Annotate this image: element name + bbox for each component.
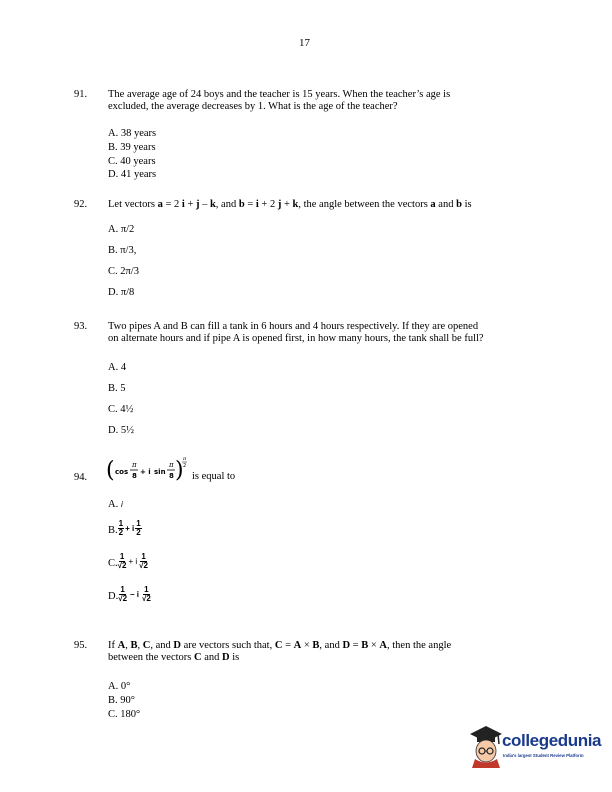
question-92-option-a: A. π/2 [108, 224, 135, 235]
q92-part: + 2 [258, 199, 278, 210]
vector-B: B [312, 640, 320, 651]
question-94-option-b [108, 520, 142, 537]
denominator: 2 [118, 528, 124, 537]
numerator: 1 [144, 585, 149, 594]
question-95-option-c: C. 180° [108, 709, 141, 720]
question-93-option-d: D. 5½ [108, 425, 134, 436]
question-95-option-a: A. 0° [108, 681, 131, 692]
denominator: √2 [139, 561, 148, 570]
q92-part: + [184, 199, 196, 210]
vector-A: A [117, 640, 126, 651]
numerator: 1 [136, 519, 141, 528]
q95-part: between the vectors [108, 652, 195, 663]
vector-D: D [173, 640, 181, 651]
q95-part: , [125, 640, 131, 651]
exponent-pi: π [183, 456, 187, 462]
right-paren: ) [175, 458, 184, 483]
fraction [135, 520, 141, 537]
question-91-option-d: D. 41 years [108, 169, 157, 180]
question-92-text [108, 199, 548, 211]
cos-text: cos [115, 468, 129, 476]
q92-part: Let vectors [108, 199, 158, 210]
left-paren: ( [106, 458, 115, 483]
numerator: 1 [118, 519, 124, 528]
brand-logo[interactable] [466, 722, 606, 772]
question-93-option-b: B. 5 [108, 383, 126, 394]
option-label: B. [108, 525, 118, 536]
question-94-option-c [108, 553, 148, 570]
q92-part: = [244, 199, 256, 210]
denominator: √2 [117, 561, 127, 570]
question-92-option-c: C. 2π/3 [108, 266, 139, 277]
vector-a: a [430, 199, 436, 210]
fraction [118, 520, 124, 537]
unit-i: i [181, 199, 185, 210]
unit-k: k [209, 199, 216, 210]
vector-C: C [142, 640, 151, 651]
vector-C: C [274, 640, 283, 651]
question-91-line2: excluded, the average decreases by 1. What is the age of the teacher? [108, 101, 398, 112]
q95-part: × [368, 640, 380, 651]
question-95-option-b: B. 90° [108, 695, 135, 706]
fraction [139, 553, 148, 570]
q92-part: and [435, 199, 457, 210]
question-91-option-b: B. 39 years [108, 142, 156, 153]
denominator: √2 [118, 594, 128, 603]
question-91-text [108, 89, 540, 113]
q95-part: , then the angle [387, 640, 452, 651]
vector-A: A [379, 640, 387, 651]
eight-denominator: 8 [132, 472, 137, 480]
question-92-option-b: B. π/3, [108, 245, 137, 256]
q95-part: , and [150, 640, 174, 651]
fraction [118, 586, 127, 603]
operator: + i [128, 557, 138, 566]
question-91-option-c: C. 40 years [108, 156, 156, 167]
math-expression-cos-isin [106, 455, 186, 487]
numerator: 1 [141, 552, 146, 561]
question-95-line2 [108, 652, 540, 664]
unit-i: i [255, 199, 259, 210]
question-94-option-a [108, 499, 123, 511]
vector-A: A [293, 640, 302, 651]
question-92-option-d: D. π/8 [108, 287, 135, 298]
question-91-option-a: A. 38 years [108, 128, 157, 139]
fraction [142, 586, 151, 603]
sin-text: sin [154, 468, 166, 476]
question-95-number: 95. [74, 640, 88, 651]
q92-part: , and [215, 199, 239, 210]
fraction [118, 553, 127, 570]
question-93-line1: Two pipes A and B can fill a tank in 6 hours and 4 hours respectively. If they are opened [108, 321, 479, 332]
q92-part: + [281, 199, 293, 210]
q95-part: and [201, 652, 223, 663]
graduate-mascot-icon [466, 722, 502, 768]
q95-part: , [137, 640, 143, 651]
q92-part: – [199, 199, 210, 210]
option-label: C. [108, 558, 118, 569]
vector-D: D [342, 640, 351, 651]
q92-part: = 2 [162, 199, 182, 210]
question-91-line1: The average age of 24 boys and the teacher is 15 years. When the teacher’s age is [108, 89, 451, 100]
option-value: i [120, 500, 124, 509]
q95-part: × [301, 640, 313, 651]
unit-k: k [292, 199, 299, 210]
pi-numerator: π [132, 461, 137, 469]
q95-part: are vectors such that, [180, 640, 275, 651]
q95-part: If [108, 640, 118, 651]
pi-numerator: π [169, 461, 174, 469]
question-91-number: 91. [74, 89, 88, 100]
eight-denominator: 8 [169, 472, 174, 480]
question-93-option-a: A. 4 [108, 362, 127, 373]
question-94-suffix: is equal to [192, 470, 236, 482]
brand-tagline: India's largest Student Review Platform [503, 753, 584, 758]
vector-B: B [130, 640, 138, 651]
q92-part: is [461, 199, 472, 210]
question-95-line1 [108, 640, 540, 652]
operator: – i [130, 590, 139, 599]
q95-part: = [282, 640, 294, 651]
page-number: 17 [299, 37, 310, 49]
numerator: 1 [119, 552, 125, 561]
option-label: D. [108, 591, 119, 602]
question-93-text [108, 321, 540, 345]
denominator: 2 [136, 528, 141, 537]
question-94-number: 94. [74, 472, 88, 483]
question-93-option-c: C. 4½ [108, 404, 134, 415]
plus-i-text: + i [140, 468, 151, 476]
q92-part: , the angle between the vectors [298, 199, 431, 210]
vector-b: b [238, 199, 245, 210]
brand-name: collegedunia [502, 731, 602, 750]
denominator: √2 [141, 594, 151, 603]
question-93-number: 93. [74, 321, 88, 332]
q95-part: is [229, 652, 240, 663]
question-94-option-d [108, 586, 151, 603]
vector-b: b [456, 199, 462, 210]
unit-j: j [277, 199, 282, 210]
exponent-two: 2 [183, 463, 187, 469]
operator: + i [125, 524, 135, 533]
vector-C: C [194, 652, 202, 663]
question-93-line2: on alternate hours and if pipe A is opened first, in how many hours, the tank shall be full? [108, 333, 484, 344]
option-label: A. [108, 499, 119, 510]
vector-a: a [157, 199, 163, 210]
vector-B: B [361, 640, 369, 651]
question-94-expression [106, 455, 235, 487]
numerator: 1 [120, 585, 125, 594]
q95-part: , and [319, 640, 343, 651]
question-95-text [108, 640, 540, 664]
q95-part: = [350, 640, 362, 651]
question-92-number: 92. [74, 199, 88, 210]
vector-D: D [222, 652, 230, 663]
unit-j: j [195, 199, 200, 210]
